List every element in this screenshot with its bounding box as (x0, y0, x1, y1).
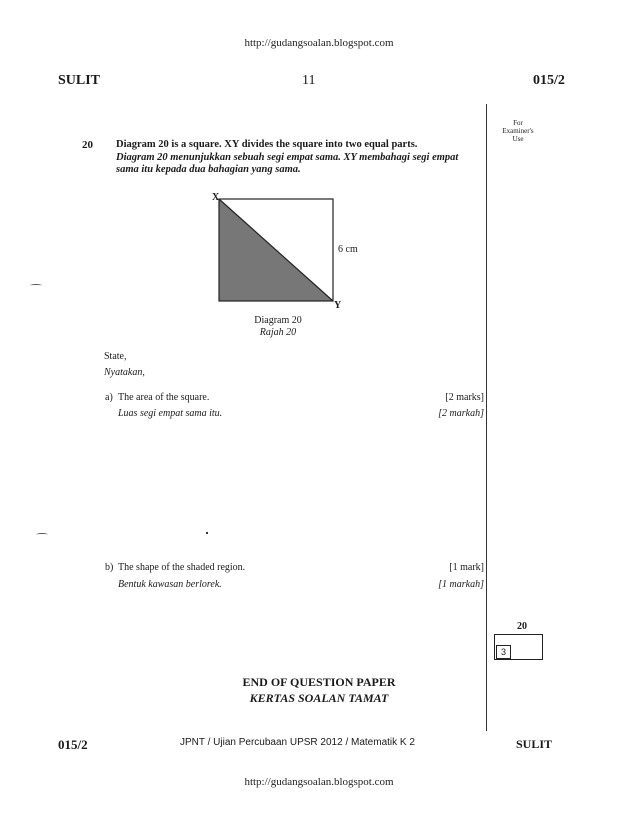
footer-sulit: SULIT (516, 737, 553, 751)
part-a-marks-my: [2 markah] (438, 408, 484, 419)
question-number: 20 (82, 139, 93, 151)
part-b-letter: b) (105, 562, 114, 573)
scan-mark (30, 284, 42, 287)
end-of-paper-my: KERTAS SOALAN TAMAT (249, 691, 389, 705)
label-y: Y (334, 300, 342, 311)
part-b-my: Bentuk kawasan berlorek. (118, 579, 222, 590)
part-b-marks-my: [1 markah] (438, 579, 484, 590)
diagram-caption-my: Rajah 20 (259, 327, 297, 338)
end-of-paper-en: END OF QUESTION PAPER (242, 675, 396, 689)
question-text-en: Diagram 20 is a square. XY divides the square into two equal parts. (116, 139, 418, 150)
state-en: State, (104, 351, 127, 362)
question-text (116, 139, 458, 177)
examiner-line-1: For (513, 119, 523, 127)
diagram-caption-en: Diagram 20 (254, 315, 302, 326)
footer-title: JPNT / Ujian Percubaan UPSR 2012 / Matematik K 2 (180, 737, 415, 748)
bottom-url[interactable]: http://gudangsoalan.blogspot.com (244, 776, 394, 788)
state-my: Nyatakan, (104, 367, 145, 378)
scan-mark (36, 533, 48, 536)
label-x: X (212, 192, 220, 203)
part-b-marks-en: [1 mark] (449, 562, 484, 573)
top-url[interactable]: http://gudangsoalan.blogspot.com (244, 37, 394, 49)
question-text-my-1: Diagram 20 menunjukkan sebuah segi empat sama. XY membahagi segi empat (116, 151, 459, 163)
examiner-line-2: Examiner's (502, 127, 534, 135)
part-b-en: The shape of the shaded region. (118, 562, 246, 573)
score-max-box: 3 (496, 645, 511, 659)
part-a-marks-en: [2 marks] (445, 392, 484, 403)
part-a-my: Luas segi empat sama itu. (118, 408, 223, 419)
header-sulit: SULIT (58, 73, 101, 88)
examiner-divider (486, 104, 487, 731)
examiner-line-3: Use (512, 135, 524, 143)
square-diagram (218, 198, 334, 302)
side-length-label: 6 cm (338, 244, 358, 255)
scan-dot (206, 532, 208, 534)
score-box-label: 20 (517, 621, 527, 632)
examiner-use-label (496, 119, 540, 143)
footer-code: 015/2 (58, 737, 88, 752)
page-number: 11 (302, 73, 316, 88)
part-a-letter: a) (105, 392, 113, 403)
header-code: 015/2 (533, 73, 565, 88)
part-a-en: The area of the square. (118, 392, 210, 403)
question-text-my-2: sama itu kepada dua bahagian yang sama. (116, 164, 301, 175)
